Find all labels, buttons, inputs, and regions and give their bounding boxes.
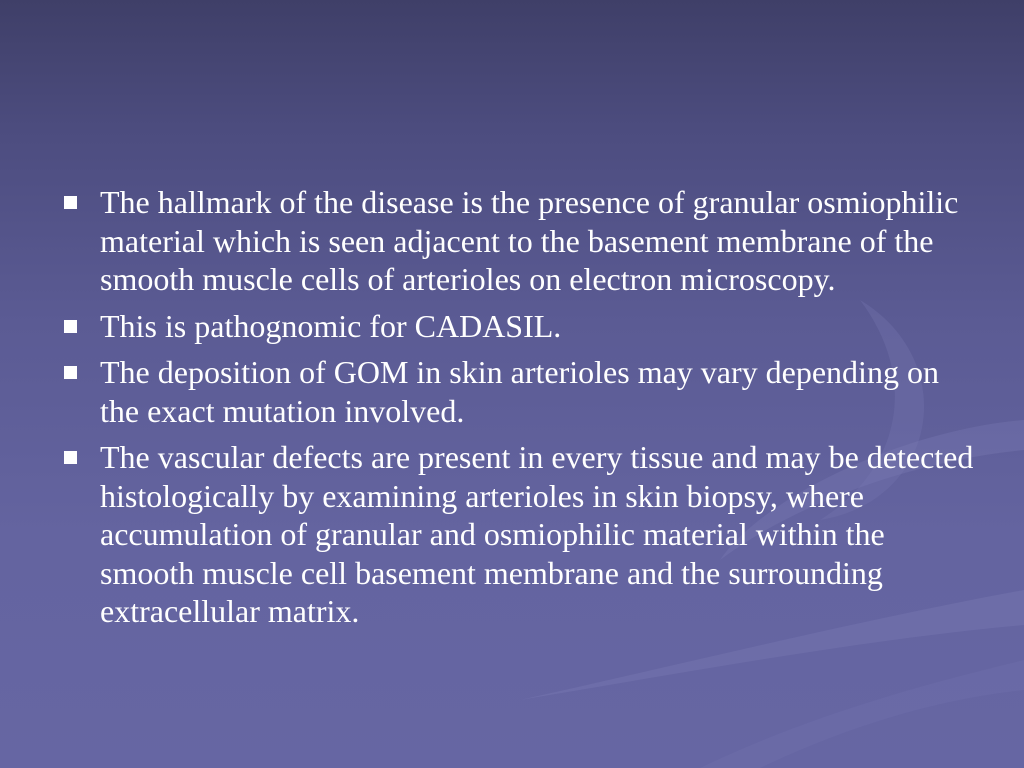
bullet-item: [62, 307, 982, 346]
bullet-item: [62, 183, 982, 299]
bullet-text: This is pathognomic for CADASIL.: [100, 307, 562, 344]
square-bullet-icon: [64, 320, 77, 333]
bullet-item: [62, 353, 982, 430]
square-bullet-icon: [64, 451, 77, 464]
bullet-text: The vascular defects are present in every tissue and may be detected histologically by examining arterioles in skin biopsy, where accumulation of granular and osmiophilic material within the smooth muscle cell basement membrane and the surrounding extracellular matrix.: [100, 439, 974, 629]
bullet-list: [62, 183, 982, 639]
square-bullet-icon: [64, 196, 77, 209]
bullet-text: The deposition of GOM in skin arterioles may vary depending on the exact mutation involved.: [100, 354, 939, 429]
bullet-item: [62, 438, 982, 631]
bullet-text: The hallmark of the disease is the presence of granular osmiophilic material which is seen adjacent to the basement membrane of the smooth muscle cells of arterioles on electron microscopy.: [100, 184, 959, 297]
square-bullet-icon: [64, 366, 77, 379]
